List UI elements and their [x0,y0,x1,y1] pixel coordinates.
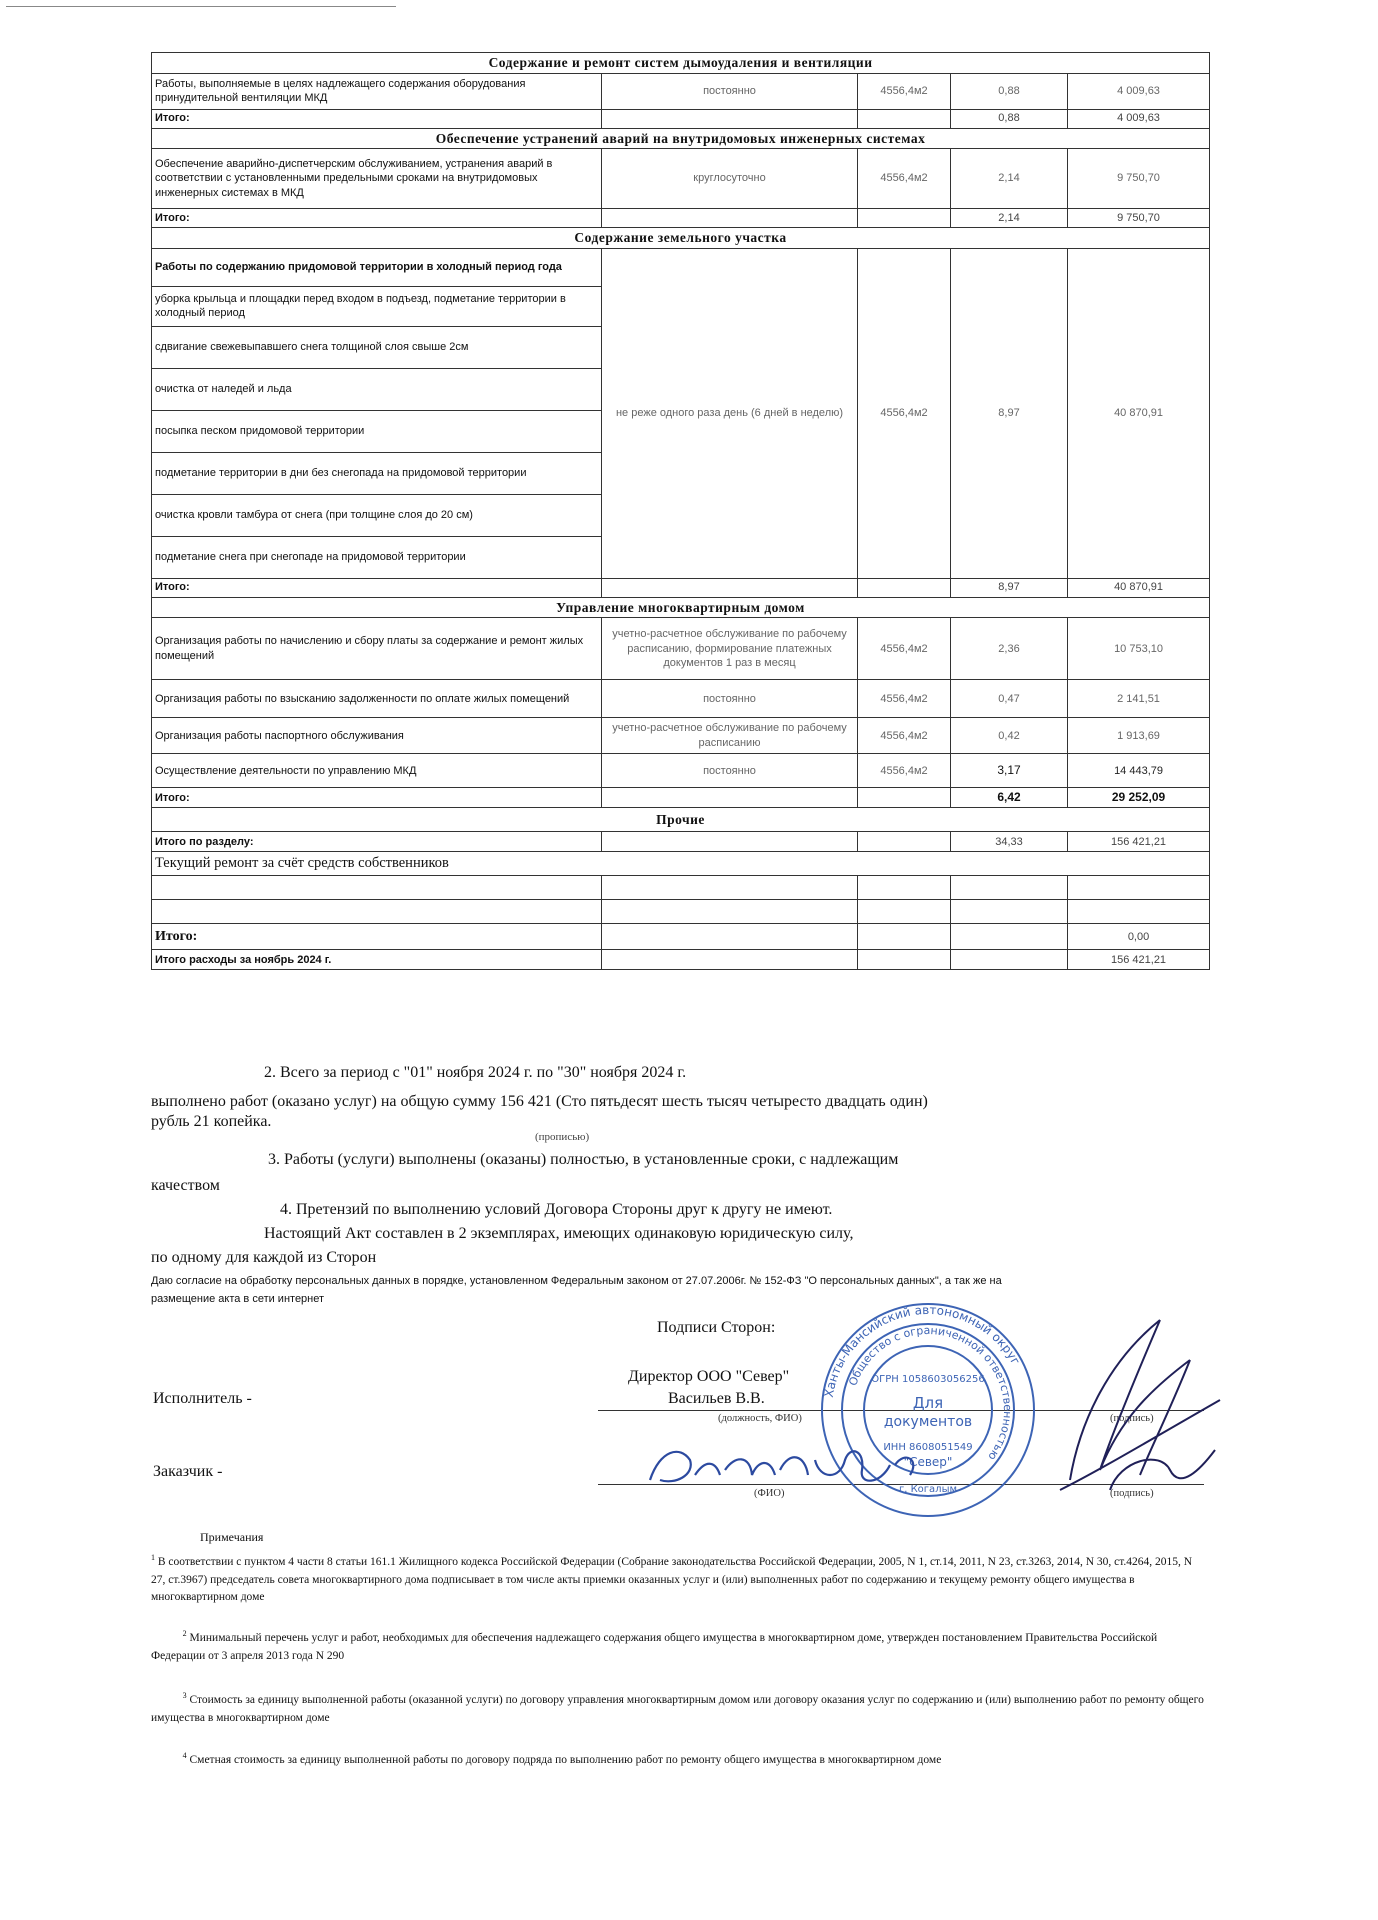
table-row [152,900,1210,924]
paragraph-4: 4. Претензий по выполнению условий Договора Стороны друг к другу не имеют. [280,1201,833,1218]
executor-label: Исполнитель - [153,1390,252,1407]
total-label: Итого: [152,209,602,228]
executor-signature-icon [1040,1300,1250,1510]
note-1-text: В соответствии с пунктом 4 части 8 статьи 161.1 Жилищного кодекса Российской Федерации (Собрание законодательства Российской Федерации, 2005, N 1, ст.14, 2011, N 23, ст.3263, 2014, N 30, ст.4264, 2015, N 27, ст.3967) председатель совета многоквартирного дома подписывает в том числе акты приемки оказанных услуг и (или) выполненных работ по содержанию и текущему ремонту общего имущества в многоквартирном доме [151,1555,1193,1604]
customer-signature-icon [640,1430,940,1500]
paragraph-2: 2. Всего за период с "01" ноября 2024 г. по "30" ноября 2024 г. [264,1064,687,1081]
propisyu-hint: (прописью) [535,1131,590,1143]
work-period: учетно-расчетное обслуживание по рабочему расписанию, формирование платежных документов 1 раз в месяц [602,618,858,680]
total-rate: 0,88 [951,109,1068,128]
work-name: Осуществление деятельности по управлению МКД [152,754,602,788]
total-row [152,209,1210,228]
customer-label: Заказчик - [153,1463,223,1480]
section-header: Содержание земельного участка [152,228,1210,249]
total-rate: 6,42 [951,788,1068,808]
paragraph-5: Настоящий Акт составлен в 2 экземплярах, имеющих одинаковую юридическую силу, [264,1225,854,1242]
work-period: постоянно [602,73,858,109]
scan-top-line [6,6,396,7]
work-name: очистка от наледей и льда [152,368,602,410]
work-rate: 0,47 [951,680,1068,718]
work-unit: 4556,4м2 [858,618,951,680]
work-name: подметание снега при снегопаде на придомовой территории [152,536,602,578]
work-sum: 10 753,10 [1068,618,1210,680]
grand-total-row [152,950,1210,970]
act-table [151,52,1210,970]
repair-header: Текущий ремонт за счёт средств собственников [152,852,1210,876]
work-rate: 0,88 [951,73,1068,109]
section-total-row [152,832,1210,852]
stamp-inner-text: Общество с ограниченной ответственностью [846,1323,1015,1463]
total-label: Итого: [152,788,602,808]
total-label: Итого: [152,924,602,950]
stamp-center-2: документов [883,1414,973,1430]
paragraph-2-sum: выполнено работ (оказано услуг) на общую сумму 156 421 (Сто пятьдесят шесть тысяч четыресто двадцать один) [151,1093,928,1110]
note-2: $^2$ Минимальный перечень услуг и работ, необходимых для обеспечения надлежащего содержания общего имущества в многоквартирном доме, утвержден постановлением Правительства Российской Федерации от 3 апреля 2013 года N 290 [151,1629,1158,1662]
total-row [152,578,1210,597]
total-sum: 9 750,70 [1068,209,1210,228]
section-header: Содержание и ремонт систем дымоудаления и вентиляции [152,53,1210,74]
stamp-inn: ИНН 8608051549 [883,1442,973,1453]
paragraph-5-end: по одному для каждой из Сторон [151,1249,377,1266]
total-label: Итого по разделу: [152,832,602,852]
section-header: Управление многоквартирным домом [152,597,1210,618]
table-row [152,680,1210,718]
note-1: $^1$ В соответствии с пунктом 4 части 8 статьи 161.1 Жилищного кодекса Российской Федерации (Собрание законодательства Российской Федерации, 2005, N 1, ст.14, 2011, N 23, ст.3263, 2014, N 30, ст.4264, 2015, N 27, ст.3967) председатель совета многоквартирного дома подписывает в том числе акты приемки оказанных услуг и (или) выполненных работ по содержанию и текущему ремонту общего имущества в многоквартирном доме [151,1553,1193,1604]
repair-total-row [152,924,1210,950]
total-rate: 2,14 [951,209,1068,228]
work-name: сдвигание свежевыпавшего снега толщиной слоя свыше 2см [152,326,602,368]
work-name: подметание территории в дни без снегопада на придомовой территории [152,452,602,494]
signature-hint: (подпись) [1110,1413,1154,1424]
work-name: очистка кровли тамбура от снега (при толщине слоя до 20 см) [152,494,602,536]
consent-line-1: Даю согласие на обработку персональных данных в порядке, установленном Федеральным законом от 27.07.2006г. № 152-ФЗ "О персональных данных", а так же на [151,1275,1002,1287]
work-name: Организация работы паспортного обслуживания [152,718,602,754]
work-unit: 4556,4м2 [858,754,951,788]
note-3: $^3$ Стоимость за единицу выполненной работы (оказанной услуги) по договору управления многоквартирным домом или договору оказания услуг по содержанию и (или) выполнению работ по ремонту общего имущества в многоквартирном доме [151,1691,1204,1724]
total-sum: 40 870,91 [1068,578,1210,597]
paragraph-3: 3. Работы (услуги) выполнены (оказаны) полностью, в установленные сроки, с надлежащим [268,1151,899,1168]
notes-title: Примечания [200,1530,264,1544]
work-sum: 14 443,79 [1068,754,1210,788]
stamp-outer-text: Ханты-Мансийский автономный округ [821,1302,1023,1399]
stamp-city: г. Когалым [898,1484,958,1495]
total-sum: 4 009,63 [1068,109,1210,128]
total-sum: 29 252,09 [1068,788,1210,808]
work-sum: 9 750,70 [1068,149,1210,209]
work-rate: 0,42 [951,718,1068,754]
signatures-title: Подписи Сторон: [657,1319,776,1336]
note-2-text: Минимальный перечень услуг и работ, необходимых для обеспечения надлежащего содержания общего имущества в многоквартирном доме, утвержден постановлением Правительства Российской Федерации от 3 апреля 2013 года N 290 [151,1631,1158,1662]
work-unit: 4556,4м2 [858,73,951,109]
work-name: уборка крыльца и площадки перед входом в подъезд, подметание территории в холодный период [152,286,602,326]
table-row [152,618,1210,680]
total-rate: 34,33 [951,832,1068,852]
stamp-ogrn: ОГРН 1058603056256 [871,1374,985,1385]
note-4-text: Сметная стоимость за единицу выполненной работы по договору подряда по выполнению работ по ремонту общего имущества в многоквартирном доме [189,1753,942,1766]
table-row [152,718,1210,754]
fio-hint: (ФИО) [754,1488,785,1499]
work-rate: 2,36 [951,618,1068,680]
total-label: Итого расходы за ноябрь 2024 г. [152,950,602,970]
signature-hint-2: (подпись) [1110,1488,1154,1499]
work-name: Работы по содержанию придомовой территории в холодный период года [152,248,602,286]
consent-line-2: размещение акта в сети интернет [151,1293,325,1305]
work-rate: 8,97 [951,248,1068,578]
table-row [152,248,1210,286]
work-period: не реже одного раза день (6 дней в неделю) [602,248,858,578]
total-sum: 156 421,21 [1068,832,1210,852]
executor-name: Васильев В.В. [668,1390,765,1407]
work-name: посыпка песком придомовой территории [152,410,602,452]
work-sum: 1 913,69 [1068,718,1210,754]
work-name: Организация работы по взысканию задолженности по оплате жилых помещений [152,680,602,718]
work-unit: 4556,4м2 [858,248,951,578]
work-unit: 4556,4м2 [858,680,951,718]
work-unit: 4556,4м2 [858,149,951,209]
work-name: Обеспечение аварийно-диспетчерским обслуживанием, устранения аварий в соответствии с установленными предельными сроками на внутридомовых инженерных системах в МКД [152,149,602,209]
stamp-center-1: Для [912,1394,944,1412]
work-period: круглосуточно [602,149,858,209]
total-label: Итого: [152,109,602,128]
total-label: Итого: [152,578,602,597]
work-unit: 4556,4м2 [858,718,951,754]
work-name: Работы, выполняемые в целях надлежащего содержания оборудования принудительной вентиляции МКД [152,73,602,109]
work-period: учетно-расчетное обслуживание по рабочему расписанию [602,718,858,754]
table-row [152,149,1210,209]
note-3-text: Стоимость за единицу выполненной работы (оказанной услуги) по договору управления многоквартирным домом или договору оказания услуг по содержанию и (или) выполнению работ по ремонту общего имущества в многоквартирном доме [151,1693,1204,1724]
table-row [152,876,1210,900]
table-row [152,754,1210,788]
work-name: Организация работы по начислению и сбору платы за содержание и ремонт жилых помещений [152,618,602,680]
section-header: Обеспечение устранений аварий на внутридомовых инженерных системах [152,128,1210,149]
work-sum: 2 141,51 [1068,680,1210,718]
paragraph-2-words: рубль 21 копейка. [151,1113,272,1130]
total-sum: 156 421,21 [1068,950,1210,970]
position-hint: (должность, ФИО) [718,1413,802,1424]
note-4: $^4$ Сметная стоимость за единицу выполненной работы по договору подряда по выполнению работ по ремонту общего имущества в многоквартирном доме [182,1751,942,1766]
paragraph-3-end: качеством [151,1177,220,1194]
work-period: постоянно [602,680,858,718]
stamp-company-name: "Север" [903,1455,953,1469]
work-sum: 40 870,91 [1068,248,1210,578]
executor-position: Директор ООО "Север" [628,1368,790,1385]
work-rate: 3,17 [951,754,1068,788]
work-period: постоянно [602,754,858,788]
total-row [152,109,1210,128]
total-sum: 0,00 [1068,924,1210,950]
work-rate: 2,14 [951,149,1068,209]
section-header: Прочие [152,808,1210,832]
total-rate: 8,97 [951,578,1068,597]
total-row [152,788,1210,808]
table-row [152,73,1210,109]
work-sum: 4 009,63 [1068,73,1210,109]
